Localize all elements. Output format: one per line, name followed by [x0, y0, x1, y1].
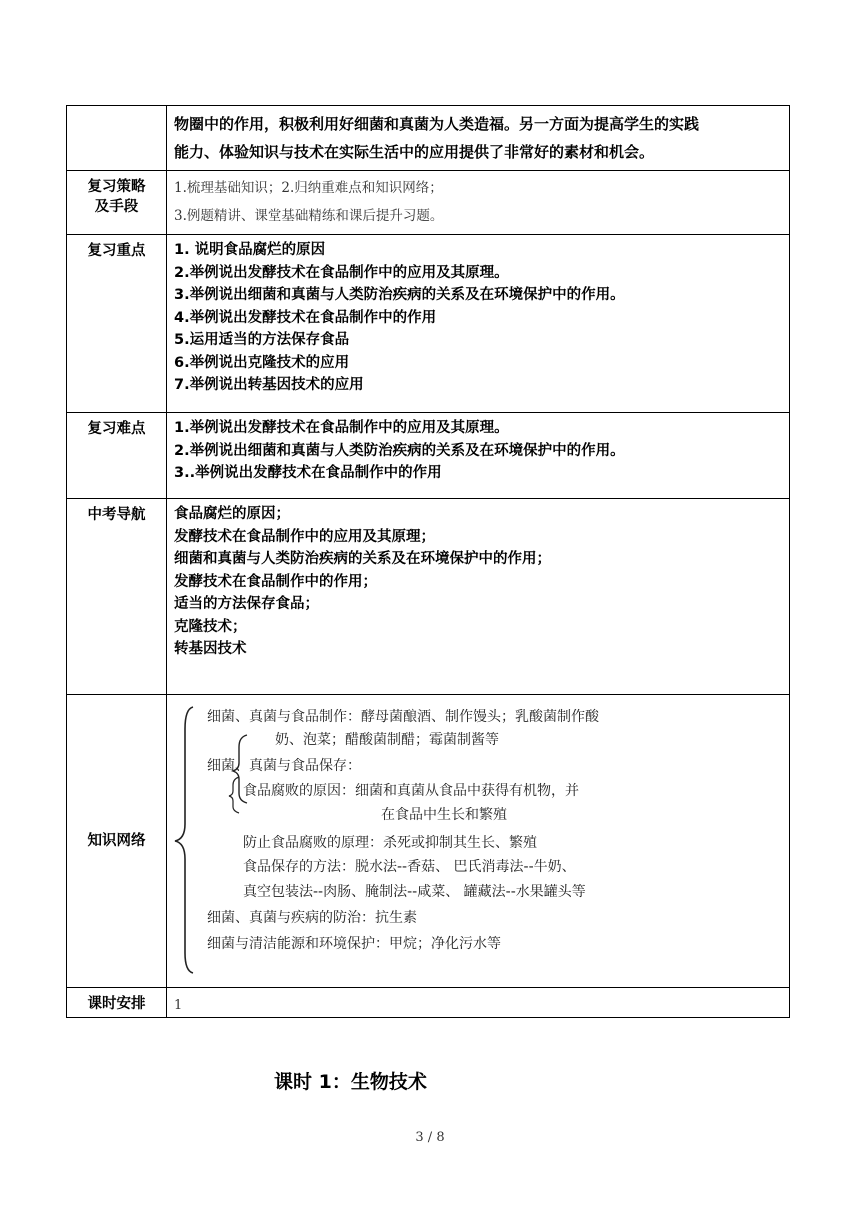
- network-node: 细菌与清洁能源和环境保护：甲烷；净化污水等: [207, 936, 501, 952]
- knowledge-network-label: 知识网络: [67, 695, 167, 988]
- schedule-value: 1: [167, 988, 790, 1018]
- difficulties-row: [67, 413, 790, 499]
- difficulty-item: 2.举例说出细菌和真菌与人类防治疾病的关系及在环境保护中的作用。: [174, 442, 625, 459]
- exam-guide-item: 克隆技术；: [174, 618, 247, 635]
- knowledge-network-diagram: [167, 699, 789, 983]
- strategy-label-line: 复习策略: [87, 179, 146, 195]
- exam-guide-label: 中考导航: [67, 499, 167, 695]
- intro-label-cell: [67, 106, 167, 171]
- difficulties-content: [167, 413, 790, 499]
- network-node: 真空包装法--肉肠、腌制法--咸菜、 罐藏法--水果罐头等: [243, 884, 586, 900]
- difficulties-label: 复习难点: [67, 413, 167, 499]
- strategy-label: [67, 171, 167, 235]
- exam-guide-row: [67, 499, 790, 695]
- difficulty-item: 1.举例说出发酵技术在食品制作中的应用及其原理。: [174, 420, 509, 436]
- network-node: 奶、泡菜；醋酸菌制醋；霉菌制酱等: [275, 732, 499, 748]
- key-point-item: 7.举例说出转基因技术的应用: [174, 377, 364, 393]
- intro-line: 能力、体验知识与技术在实际生活中的应用提供了非常好的素材和机会。: [174, 143, 655, 161]
- knowledge-network-content: [167, 695, 790, 988]
- key-point-item: 3.举例说出细菌和真菌与人类防治疾病的关系及在环境保护中的作用。: [174, 287, 625, 303]
- exam-guide-item: 转基因技术: [174, 641, 247, 657]
- network-node: 细菌、真菌与食品保存：: [207, 758, 361, 774]
- strategy-line: 1.梳理基础知识；2.归纳重难点和知识网络；: [174, 180, 443, 196]
- network-node: 食品腐败的原因：细菌和真菌从食品中获得有机物，并: [243, 783, 579, 799]
- exam-guide-item: 发酵技术在食品制作中的应用及其原理；: [174, 528, 435, 545]
- strategy-line: 3.例题精讲、课堂基础精练和课后提升习题。: [174, 208, 444, 224]
- intro-row: [67, 106, 790, 171]
- exam-guide-item: 细菌和真菌与人类防治疾病的关系及在环境保护中的作用；: [174, 551, 551, 567]
- difficulty-item: 3..举例说出发酵技术在食品制作中的作用: [174, 465, 442, 481]
- key-points-label: 复习重点: [67, 235, 167, 413]
- key-point-item: 5.运用适当的方法保存食品: [174, 332, 350, 348]
- network-node: 在食品中生长和繁殖: [381, 807, 507, 823]
- network-node: 细菌、真菌与疾病的防治：抗生素: [207, 910, 417, 926]
- intro-line: 物圈中的作用，积极利用好细菌和真菌为人类造福。另一方面为提高学生的实践: [174, 115, 700, 133]
- key-points-row: [67, 235, 790, 413]
- exam-guide-item: 发酵技术在食品制作中的作用；: [174, 573, 377, 590]
- strategy-content: [167, 171, 790, 235]
- network-node: 食品保存的方法：脱水法--香菇、 巴氏消毒法--牛奶、: [243, 859, 576, 875]
- key-point-item: 4.举例说出发酵技术在食品制作中的作用: [174, 309, 437, 326]
- knowledge-network-row: [67, 695, 790, 988]
- key-point-item: 2.举例说出发酵技术在食品制作中的应用及其原理。: [174, 264, 509, 281]
- inner-brace: [229, 777, 239, 813]
- network-node: 防止食品腐败的原理：杀死或抑制其生长、繁殖: [243, 835, 537, 851]
- key-point-item: 1. 说明食品腐烂的原因: [174, 242, 326, 258]
- page-number: 3 / 8: [415, 1130, 445, 1145]
- key-point-item: 6.举例说出克隆技术的应用: [174, 354, 350, 371]
- intro-content: [167, 106, 790, 171]
- exam-guide-item: 适当的方法保存食品；: [174, 596, 319, 612]
- exam-guide-item: 食品腐烂的原因；: [174, 506, 290, 522]
- strategy-label-line: 及手段: [94, 199, 139, 215]
- strategy-row: [67, 171, 790, 235]
- key-points-content: [167, 235, 790, 413]
- lesson-plan-table: [66, 105, 790, 1018]
- exam-guide-content: [167, 499, 790, 695]
- section-heading: 课时 1：生物技术: [274, 1071, 427, 1093]
- network-node: 细菌、真菌与食品制作：酵母菌酿酒、制作馒头；乳酸菌制作酸: [207, 709, 599, 725]
- schedule-row: [67, 988, 790, 1018]
- schedule-label: 课时安排: [67, 988, 167, 1018]
- outer-brace: [175, 707, 193, 973]
